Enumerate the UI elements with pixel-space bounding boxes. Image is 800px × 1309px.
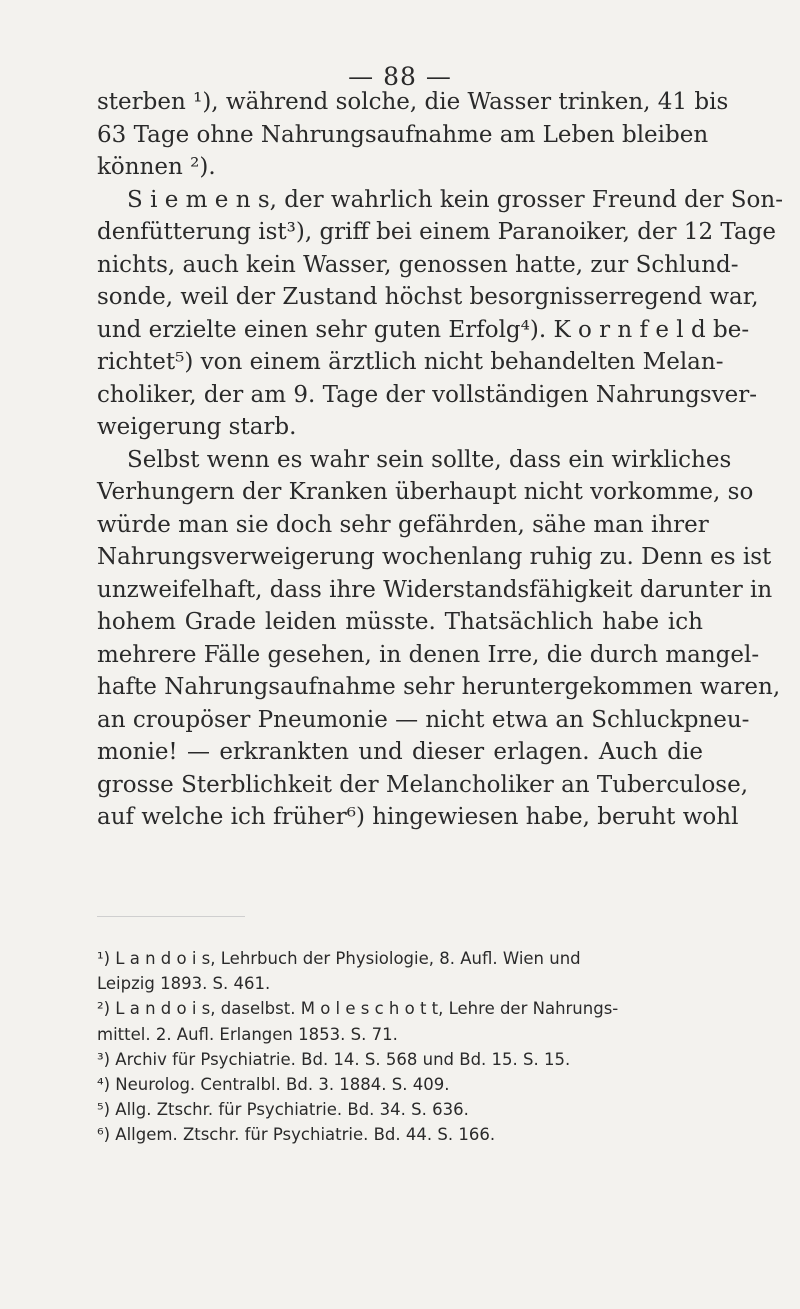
text-line: hohem Grade leiden müsste. Thatsächlich habe ich bbox=[97, 609, 703, 635]
text-line: würde man sie doch sehr gefährden, sähe man ihrer bbox=[97, 511, 709, 538]
text-line: auf welche ich früher⁶) hingewiesen habe, beruht wohl bbox=[97, 804, 739, 830]
text-line: grosse Sterblichkeit der Melancholiker an Tuberculose, bbox=[97, 771, 749, 798]
page-number: — 88 — bbox=[348, 62, 452, 91]
text-line: Selbst wenn es wahr sein sollte, dass ein wirkliches bbox=[127, 446, 732, 473]
text-line: sterben ¹), während solche, die Wasser trinken, 41 bis bbox=[97, 89, 729, 115]
footnote-line: mittel. 2. Aufl. Erlangen 1853. S. 71. bbox=[97, 1024, 398, 1044]
footnotes bbox=[97, 946, 703, 1148]
footnote-line: Leipzig 1893. S. 461. bbox=[97, 974, 271, 994]
footnote-line: ⁴) Neurolog. Centralbl. Bd. 3. 1884. S. 409. bbox=[97, 1074, 450, 1094]
footnote-line: ⁶) Allgem. Ztschr. für Psychiatrie. Bd. 44. S. 166. bbox=[97, 1125, 496, 1145]
footnote-line: ⁵) Allg. Ztschr. für Psychiatrie. Bd. 34. S. 636. bbox=[97, 1100, 469, 1120]
footnote-divider bbox=[97, 916, 245, 917]
text-line: monie! — erkrankten und dieser erlagen. Auch die bbox=[97, 739, 703, 765]
text-line: weigerung starb. bbox=[97, 414, 297, 440]
footnote-line: ¹) L a n d o i s, Lehrbuch der Physiologie, 8. Aufl. Wien und bbox=[97, 949, 581, 968]
text-line: an croupöser Pneumonie — nicht etwa an Schluckpneu- bbox=[97, 706, 750, 733]
text-line: nichts, auch kein Wasser, genossen hatte, zur Schlund- bbox=[97, 251, 739, 278]
text-line: Verhungern der Kranken überhaupt nicht vorkomme, so bbox=[97, 479, 754, 505]
text-line: unzweifelhaft, dass ihre Widerstandsfähigkeit darunter in bbox=[97, 576, 773, 603]
text-line: 63 Tage ohne Nahrungsaufnahme am Leben bleiben bbox=[97, 121, 709, 148]
text-line: richtet⁵) von einem ärztlich nicht behandelten Melan- bbox=[97, 349, 724, 375]
text-line: choliker, der am 9. Tage der vollständigen Nahrungsver- bbox=[97, 381, 758, 408]
main-text bbox=[97, 86, 783, 834]
text-line: mehrere Fälle gesehen, in denen Irre, die durch mangel- bbox=[97, 641, 760, 668]
text-line: S i e m e n s, der wahrlich kein grosser Freund der Son- bbox=[127, 186, 783, 213]
text-line: können ²). bbox=[97, 154, 216, 180]
text-line: sonde, weil der Zustand höchst besorgnisserregend war, bbox=[97, 284, 759, 310]
text-line: Nahrungsverweigerung wochenlang ruhig zu. Denn es ist bbox=[97, 544, 772, 570]
footnote-line: ²) L a n d o i s, daselbst. M o l e s c h o t t, Lehre der Nahrungs- bbox=[97, 999, 619, 1019]
text-line: hafte Nahrungsaufnahme sehr heruntergekommen waren, bbox=[97, 674, 781, 700]
footnote-line: ³) Archiv für Psychiatrie. Bd. 14. S. 568 und Bd. 15. S. 15. bbox=[97, 1049, 571, 1069]
text-line: und erzielte einen sehr guten Erfolg⁴). K o r n f e l d be- bbox=[97, 316, 750, 343]
text-line: denfütterung ist³), griff bei einem Paranoiker, der 12 Tage bbox=[97, 219, 777, 245]
